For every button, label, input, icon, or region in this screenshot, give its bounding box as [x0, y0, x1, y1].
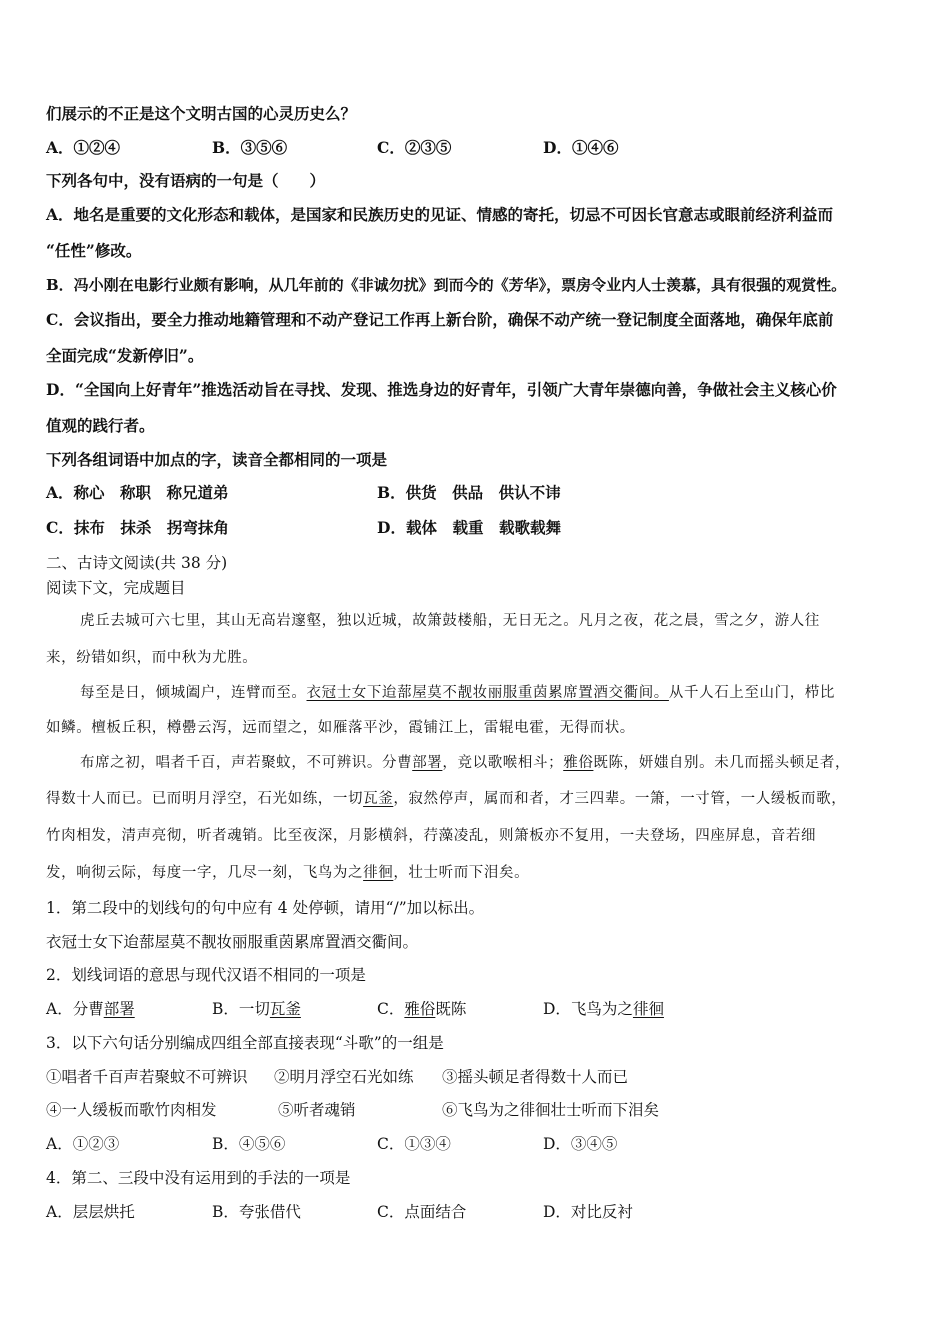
passage-text: 发，响彻云际，每度一字，几尽一刻，飞鸟为之 [46, 865, 364, 881]
option-a: A．层层烘托 [46, 1203, 135, 1221]
option-a: A．①②③ [46, 1135, 120, 1153]
option-d: D．①④⑥ [543, 138, 619, 157]
passage-line [80, 683, 835, 703]
option-d-line1: D．“全国向上好青年”推选活动旨在寻找、发现、推选身边的好青年，引领广大青年崇德向善，争做社会主义核心价 [46, 380, 837, 399]
option-d: D．对比反衬 [543, 1203, 633, 1221]
option-c: C．抹布 抹杀 拐弯抹角 [46, 518, 229, 537]
passage-line: 竹肉相发，清声亮彻，听者魂销。比至夜深，月影横斜，荇藻凌乱，则箫板亦不复用，一夫登场，四座屏息，音若细 [46, 828, 817, 844]
passage-text: 布席之初，唱者千百，声若聚蚊，不可辨识。分曹 [80, 755, 413, 771]
option-text: 既陈 [435, 1000, 467, 1018]
passage-line: 来，纷错如织，而中秋为尤胜。 [46, 650, 258, 666]
passage-line: 如鳞。檀板丘积，樽罍云泻，远而望之，如雁落平沙，霞铺江上，雷辊电霍，无得而状。 [46, 720, 635, 736]
underlined-word: 瓦釜 [269, 1000, 301, 1018]
question-4-stem: 4．第二、三段中没有运用到的手法的一项是 [46, 1169, 351, 1187]
passage-text: ，寂然停声，属而和者，才三四辈。一箫，一寸管，一人缓板而歌， [393, 791, 847, 807]
option-c-line2: 全面完成“发新停旧”。 [46, 346, 204, 365]
statement-3: ③摇头顿足者得数十人而已 [442, 1068, 629, 1086]
statement-1: ①唱者千百声若聚蚊不可辨识 [46, 1068, 248, 1086]
option-text: B．一切 [212, 1000, 270, 1018]
underlined-word: 徘徊 [363, 865, 394, 881]
option-c: C．①③④ [377, 1135, 451, 1153]
question-1-stem: 1．第二段中的划线句的句中应有 4 处停顿，请用“/”加以标出。 [46, 899, 485, 917]
question-2-stem: 2．划线词语的意思与现代汉语不相同的一项是 [46, 966, 366, 984]
section-title: 二、古诗文阅读(共 38 分) [46, 554, 228, 572]
option-text: A．分曹 [46, 1000, 104, 1018]
question-stem: 下列各句中，没有语病的一句是（ ） [46, 171, 326, 190]
option-c: C．点面结合 [377, 1203, 467, 1221]
option-c-line1: C．会议指出，要全力推动地籍管理和不动产登记工作再上新台阶，确保不动产统一登记制度全面落地，确保年底前 [46, 310, 834, 329]
underlined-word: 部署 [103, 1000, 135, 1018]
option-d [543, 999, 664, 1019]
passage-text: ，竞以歌喉相斗； [442, 755, 564, 771]
option-d-line2: 值观的践行者。 [46, 416, 155, 435]
question-tail: 们展示的不正是这个文明古国的心灵历史么？ [46, 104, 357, 123]
passage-line: 虎丘去城可六七里，其山无高岩邃壑，独以近城，故箫鼓楼船，无日无之。凡月之夜，花之晨，雪之夕，游人往 [80, 613, 820, 629]
passage-line [80, 753, 850, 773]
underlined-word: 徘徊 [632, 1000, 664, 1018]
passage-text: ，壮士听而下泪矣。 [393, 865, 530, 881]
option-a-line2: “任性”修改。 [46, 241, 142, 260]
passage-text: 每至是日，倾城阖户，连臂而至。 [80, 685, 307, 701]
question-1-sentence: 衣冠士女下迨蔀屋莫不靓妆丽服重茵累席置酒交衢间。 [46, 933, 419, 951]
statement-5: ⑤听者魂销 [278, 1101, 356, 1119]
option-text: D．飞鸟为之 [543, 1000, 633, 1018]
option-c: C．②③⑤ [377, 138, 452, 157]
option-b: B．冯小刚在电影行业颇有影响，从几年前的《非诚勿扰》到而今的《芳华》，票房令业内人士羡慕，具有很强的观赏性。 [46, 276, 847, 294]
underlined-sentence: 衣冠士女下迨蔀屋莫不靓妆丽服重茵累席置酒交衢间。 [306, 685, 669, 701]
option-b: B．供货 供品 供认不讳 [377, 483, 561, 502]
statement-6: ⑥飞鸟为之徘徊壮士听而下泪矣 [442, 1101, 660, 1119]
option-a-line1: A．地名是重要的文化形态和载体，是国家和民族历史的见证、情感的寄托，切忌不可因长官意志或眼前经济利益而 [46, 205, 834, 224]
option-b: B．④⑤⑥ [212, 1135, 286, 1153]
section-instruction: 阅读下文，完成题目 [46, 579, 186, 597]
option-b [212, 999, 301, 1019]
option-a: A．称心 称职 称兄道弟 [46, 483, 229, 502]
passage-line [46, 863, 529, 883]
underlined-word: 部署 [412, 755, 443, 771]
option-a [46, 999, 135, 1019]
option-b: B．③⑤⑥ [212, 138, 288, 157]
option-text: C． [377, 1000, 405, 1018]
option-a: A．①②④ [46, 138, 121, 157]
question-stem: 下列各组词语中加点的字，读音全都相同的一项是 [46, 450, 388, 469]
option-d: D．载体 载重 载歌载舞 [377, 518, 561, 537]
underlined-word: 雅俗 [404, 1000, 436, 1018]
underlined-word: 瓦釜 [363, 791, 394, 807]
underlined-word: 雅俗 [563, 755, 594, 771]
option-c [377, 999, 466, 1019]
question-3-stem: 3．以下六句话分别编成四组全部直接表现“斗歌”的一组是 [46, 1034, 444, 1052]
option-b: B．夸张借代 [212, 1203, 301, 1221]
statement-2: ②明月浮空石光如练 [274, 1068, 414, 1086]
passage-text: 既陈，妍媸自别。未几而摇头顿足者， [593, 755, 851, 771]
passage-text: 得数十人而已。已而明月浮空，石光如练，一切 [46, 791, 364, 807]
statement-4: ④一人缓板而歌竹肉相发 [46, 1101, 217, 1119]
passage-line [46, 789, 846, 809]
option-d: D．③④⑤ [543, 1135, 618, 1153]
passage-text: 从千人石上至山门，栉比 [668, 685, 836, 701]
